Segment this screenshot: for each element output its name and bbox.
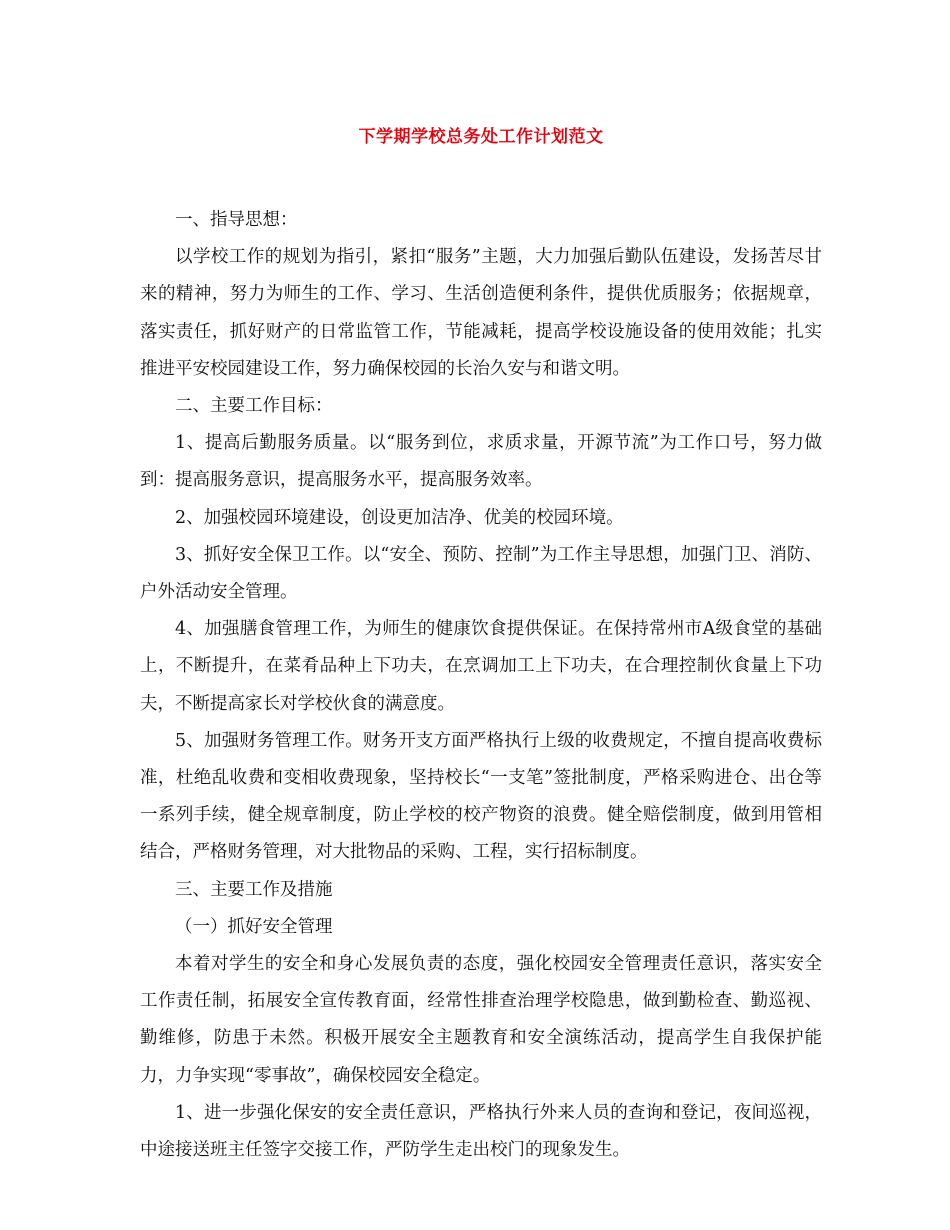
section-heading-guiding-ideology: 一、指导思想： [175, 210, 298, 230]
document-body [140, 202, 822, 1169]
section-heading-main-work: 三、主要工作及措施 [175, 879, 333, 900]
paragraph-safety: 本着对学生的安全和身心发展负责的态度，强化校园安全管理责任意识，落实安全工作责任制，拓展安全宣传教育面，经常性排查治理学校隐患，做到勤检查、勤巡视、勤维修，防患于未然。积极开展安全主题教育和安全演练活动，提高学生自我保护能力，力争实现“零事故”，确保校园安全稳定。 [140, 954, 822, 1086]
document-title: 下学期学校总务处工作计划范文 [358, 127, 604, 147]
subsection-heading-safety: （一）抓好安全管理 [175, 916, 333, 937]
goal-item-3: 3、抓好安全保卫工作。以“安全、预防、控制”为工作主导思想，加强门卫、消防、户外活动安全管理。 [140, 544, 822, 603]
goal-item-5: 5、加强财务管理工作。财务开支方面严格执行上级的收费规定，不擅自提高收费标准，杜绝乱收费和变相收费现象，坚持校长“一支笔”签批制度，严格采购进仓、出仓等一系列手续，健全规章制度，防止学校的校产物资的浪费。健全赔偿制度，做到用管相结合，严格财务管理，对大批物品的采购、工程，实行招标制度。 [140, 730, 822, 863]
goal-item-1: 1、提高后勤服务质量。以“服务到位，求质求量，开源节流”为工作口号，努力做到：提高服务意识，提高服务水平，提高服务效率。 [140, 433, 822, 491]
safety-item-1: 1、进一步强化保安的安全责任意识，严格执行外来人员的查询和登记，夜间巡视，中途接送班主任签字交接工作，严防学生走出校门的现象发生。 [140, 1102, 822, 1161]
goal-item-4: 4、加强膳食管理工作，为师生的健康饮食提供保证。在保持常州市A级食堂的基础上，不断提升，在菜肴品种上下功夫，在烹调加工上下功夫，在合理控制伙食量上下功夫，不断提高家长对学校伙食的满意度。 [140, 619, 822, 714]
goal-item-2: 2、加强校园环境建设，创设更加洁净、优美的校园环境。 [175, 507, 624, 528]
section-heading-main-goals: 二、主要工作目标： [175, 396, 333, 417]
paragraph-guiding-ideology: 以学校工作的规划为指引，紧扣“服务”主题，大力加强后勤队伍建设，发扬苦尽甘来的精神，努力为师生的工作、学习、生活创造便利条件，提供优质服务；依据规章，落实责任，抓好财产的日常监管工作，节能减耗，提高学校设施设备的使用效能；扎实推进平安校园建设工作，努力确保校园的长治久安与和谐文明。 [140, 247, 822, 379]
